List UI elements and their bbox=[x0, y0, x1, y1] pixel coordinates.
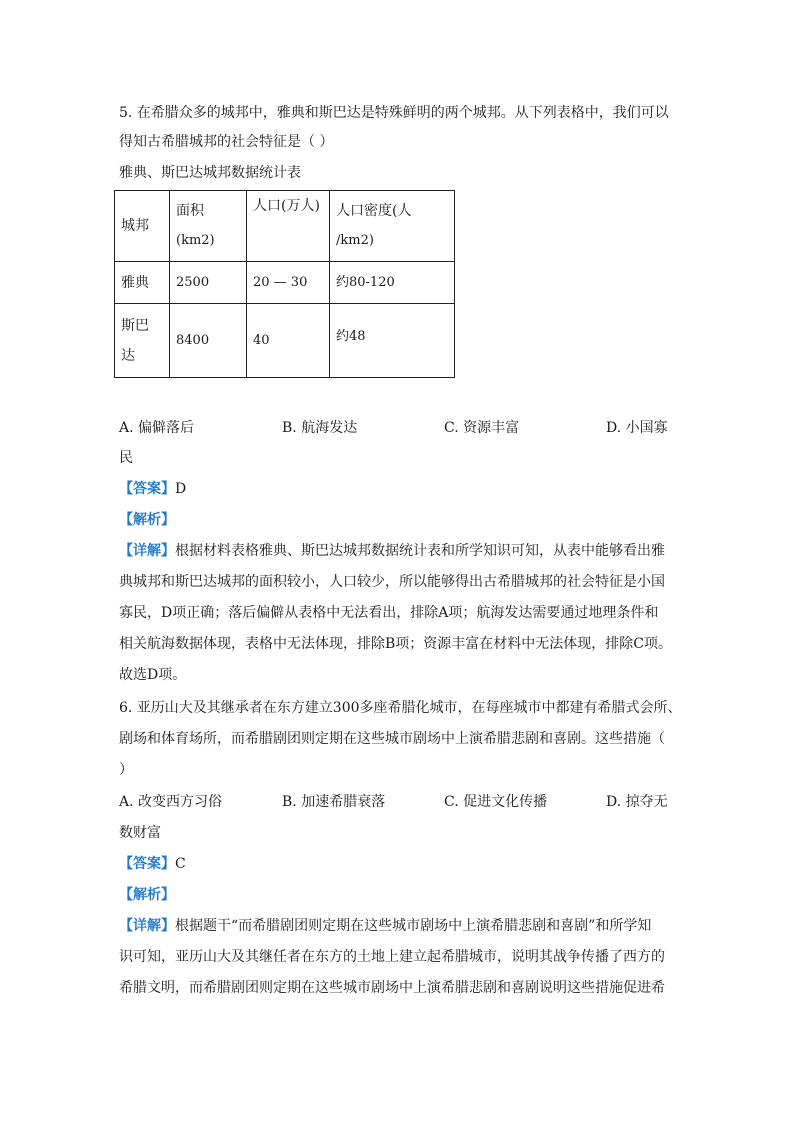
table-cell-population: 40 bbox=[247, 304, 330, 378]
q6-detail-line2: 识可知，亚历山大及其继任者在东方的土地上建立起希腊城市，说明其战争传播了西方的 bbox=[119, 949, 665, 965]
q5-answer bbox=[119, 479, 186, 499]
q6-stem-line1: 6. 亚历山大及其继承者在东方建立300多座希腊化城市，在每座城市中都建有希腊式会所、 bbox=[119, 700, 682, 716]
q5-stem-line2: 得知古希腊城邦的社会特征是（ ） bbox=[119, 134, 334, 150]
table-cell-city: 斯巴 达 bbox=[115, 304, 170, 378]
table-cell-population: 20 — 30 bbox=[247, 262, 330, 304]
table-row bbox=[115, 262, 455, 304]
q5-option-a: A. 偏僻落后 bbox=[119, 420, 195, 436]
q6-detail-line1: 【详解】根据题干“而希腊剧团则定期在这些城市剧场中上演希腊悲剧和喜剧”和所学知 bbox=[119, 918, 652, 934]
q5-option-d: D. 小国寡 bbox=[606, 420, 668, 436]
q5-detail-line2: 典城邦和斯巴达城邦的面积较小，人口较少，所以能够得出古希腊城邦的社会特征是小国 bbox=[119, 574, 665, 590]
q6-detail-line3: 希腊文明，而希腊剧团则定期在这些城市剧场中上演希腊悲剧和喜剧说明这些措施促进希 bbox=[119, 980, 665, 996]
detail-tag: 【详解】 bbox=[119, 918, 175, 934]
q6-option-c: C. 促进文化传播 bbox=[444, 794, 548, 810]
q6-option-d: D. 掠夺无 bbox=[606, 794, 668, 810]
q5-stem-line1: 5. 在希腊众多的城邦中，雅典和斯巴达是特殊鲜明的两个城邦。从下列表格中，我们可以 bbox=[119, 105, 669, 121]
q5-detail-line3: 寡民，D项正确；落后偏僻从表格中无法看出，排除A项；航海发达需要通过地理条件和 bbox=[119, 605, 659, 621]
analysis-tag: 【解析】 bbox=[119, 887, 175, 903]
q5-table-title: 雅典、斯巴达城邦数据统计表 bbox=[119, 165, 301, 181]
answer-tag: 【答案】 bbox=[119, 481, 175, 497]
answer-value: D bbox=[175, 481, 187, 497]
q6-answer bbox=[119, 854, 186, 874]
table-cell-city: 雅典 bbox=[115, 262, 170, 304]
q5-analysis bbox=[119, 510, 175, 530]
table-header-cell: 面积 (km2) bbox=[170, 191, 247, 262]
table-cell-density: 约80-120 bbox=[330, 262, 455, 304]
q6-stem-line3: ） bbox=[119, 762, 133, 778]
q6-option-b: B. 加速希腊衰落 bbox=[282, 794, 386, 810]
table-cell-area: 2500 bbox=[170, 262, 247, 304]
q5-data-table bbox=[114, 190, 455, 378]
answer-tag: 【答案】 bbox=[119, 856, 175, 872]
analysis-tag: 【解析】 bbox=[119, 512, 175, 528]
table-row bbox=[115, 304, 455, 378]
q5-detail-line1: 【详解】根据材料表格雅典、斯巴达城邦数据统计表和所学知识可知，从表中能够看出雅 bbox=[119, 543, 665, 559]
q5-detail-line4: 相关航海数据体现，表格中无法体现，排除B项；资源丰富在材料中无法体现，排除C项。 bbox=[119, 636, 672, 652]
table-cell-area: 8400 bbox=[170, 304, 247, 378]
q6-option-a: A. 改变西方习俗 bbox=[119, 794, 223, 810]
q5-option-d-cont: 民 bbox=[119, 450, 133, 466]
q5-option-b: B. 航海发达 bbox=[282, 420, 358, 436]
answer-value: C bbox=[175, 856, 186, 872]
detail-tag: 【详解】 bbox=[119, 543, 175, 559]
q5-option-c: C. 资源丰富 bbox=[444, 420, 520, 436]
q6-analysis bbox=[119, 885, 175, 905]
q6-option-d-cont: 数财富 bbox=[119, 825, 161, 841]
q5-detail-line5: 故选D项。 bbox=[119, 667, 187, 683]
table-cell-density: 约48 bbox=[330, 304, 455, 378]
table-header-row bbox=[115, 191, 455, 262]
q6-stem-line2: 剧场和体育场所，而希腊剧团则定期在这些城市剧场中上演希腊悲剧和喜剧。这些措施（ bbox=[119, 731, 665, 747]
table-header-cell: 人口(万人) bbox=[247, 191, 330, 262]
table-header-cell: 人口密度(人 /km2) bbox=[330, 191, 455, 262]
table-header-cell: 城邦 bbox=[115, 191, 170, 262]
